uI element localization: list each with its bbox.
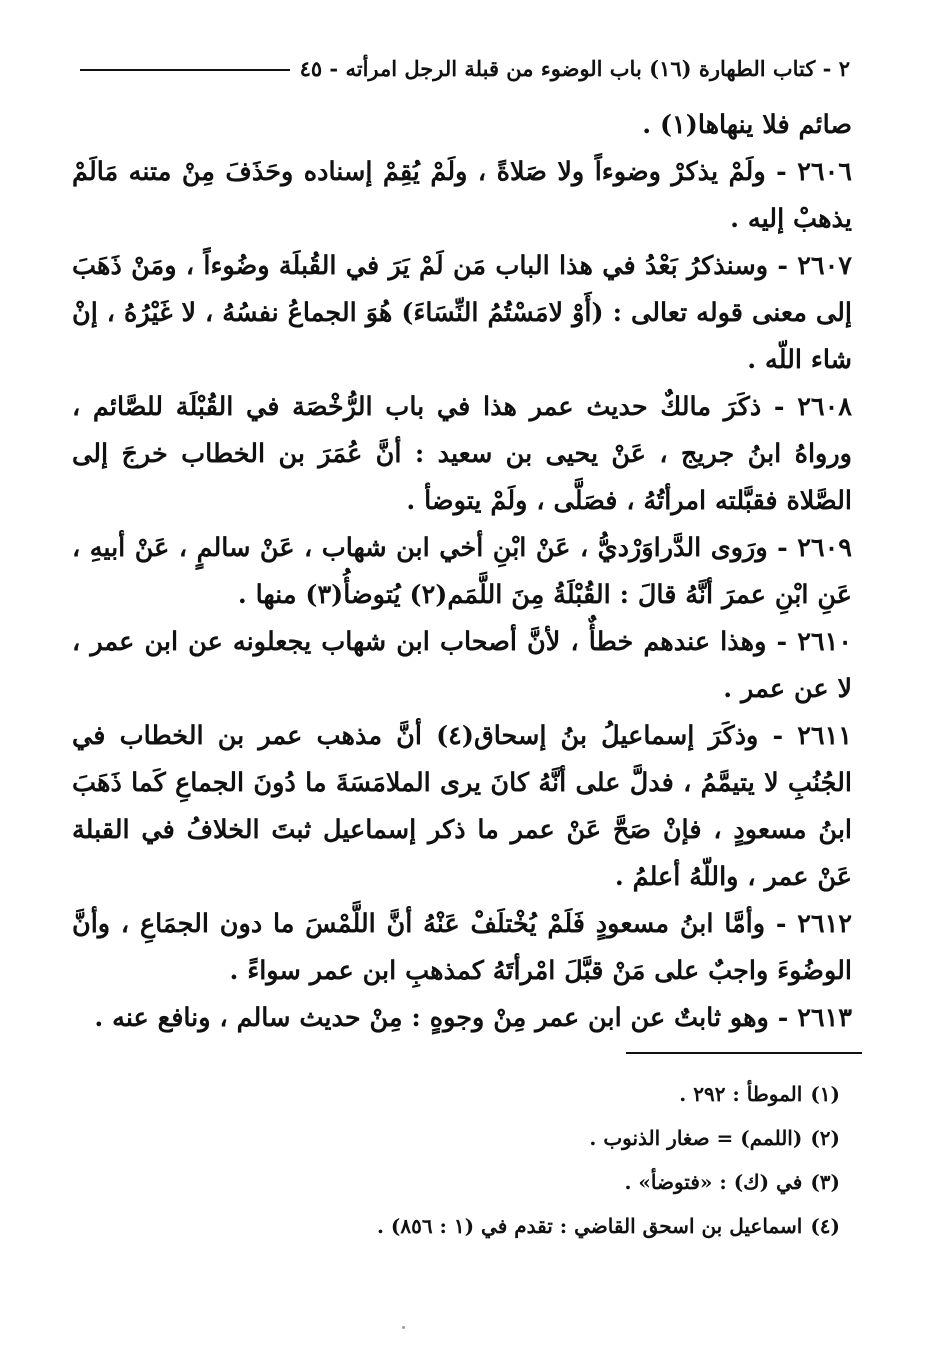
footnote-number: (٤) (810, 1214, 840, 1238)
paragraph: صائم فلا ينهاها(١) . (642, 110, 852, 140)
paragraph: ٢٦٠٨ - ذكَرَ مالكٌ حديث عمر هذا في باب الرُّخْصَة في القُبْلَة للصَّائم ، ورواهُ ابنُ جريج ، عَنْ يحيى بن سعيد : أنَّ عُمَرَ بن الخطاب خرجَ إلى الصَّلاة فقبَّلته امرأتُهُ ، فصَلَّى ، ولَمْ يتوضأ . (72, 392, 852, 516)
paragraph: ٢٦٠٦ - ولَمْ يذكرْ وضوءاً ولا صَلاةً ، ولَمْ يُقِمْ إسناده وحَذَفَ مِنْ متنه مَالَمْ يذهبْ إليه . (72, 157, 852, 234)
footnote-item (200, 1072, 840, 1116)
footnote-item (200, 1160, 840, 1204)
running-header (80, 48, 850, 88)
paragraph: ٢٦٠٩ - ورَوى الدَّراوَرْديُّ ، عَنْ ابْنِ أخي ابن شهاب ، عَنْ سالمٍ ، عَنْ أبيهِ ، عَنِ ابْنِ عمرَ أنَّهُ قالَ : القُبْلَةُ مِنَ اللَّمَم(٢) يُتوضأُ(٣) منها . (72, 533, 852, 610)
footnote-item (200, 1116, 840, 1160)
scan-speck (402, 1326, 405, 1329)
footnotes (200, 1072, 840, 1248)
paragraph: ٢٦١١ - وذكَرَ إسماعيلُ بنُ إسحاق(٤) أنَّ مذهب عمر بن الخطاب في الجُنُبِ لا يتيمَّمُ ، فدلَّ على أنَّهُ كانَ يرى الملامَسَةَ ما دُونَ الجماعِ كَما ذَهَبَ ابنُ مسعودٍ ، فإنْ صَحَّ عَنْ عمر ما ذكر إسماعيل ثبتَ الخلافُ في القبلة عَنْ عمر ، واللّهُ أعلمُ . (72, 721, 852, 892)
paragraph: ٢٦٠٧ - وسنذكرُ بَعْدُ في هذا الباب مَن لَمْ يَرَ في القُبلَة وضُوءاً ، ومَنْ ذَهَبَ إلى معنى قوله تعالى : (أَوْ لامَسْتُمُ النِّسَاءَ) هُوَ الجماعُ نفسُهُ ، لا غَيْرُهُ ، إنْ شاء اللّه . (72, 251, 852, 375)
paragraph: ٢٦١٢ - وأمَّا ابنُ مسعودٍ فَلَمْ يُخْتلَفْ عَنْهُ أنَّ اللَّمْسَ ما دون الجمَاعِ ، وأنَّ الوضُوءَ واجبٌ على مَنْ قبَّلَ امْرأتَهُ كمذهبِ ابن عمر سواءً . (72, 909, 852, 986)
footnote-number: (١) (810, 1082, 840, 1106)
footnote-text: في (ك) : «فتوضأ» . (624, 1170, 803, 1194)
footnote-number: (٣) (810, 1170, 840, 1194)
footnote-text: الموطأ : ٢٩٢ . (679, 1082, 803, 1106)
paragraph: ٢٦١٣ - وهو ثابتٌ عن ابن عمر مِنْ وجوهٍ : مِنْ حديث سالم ، ونافع عنه . (94, 1003, 852, 1033)
footnote-item (200, 1204, 840, 1248)
header-rule (80, 69, 290, 71)
footnote-text: (اللمم) = صغار الذنوب . (589, 1126, 803, 1150)
footnote-text: اسماعيل بن اسحق القاضي : تقدم في (١ : ٨٥٦) . (376, 1214, 803, 1238)
header-title: ٢ - كتاب الطهارة (١٦) باب الوضوء من قبلة الرجل امرأته - ٤٥ (299, 55, 850, 81)
footnote-divider (626, 1052, 862, 1054)
footnote-number: (٢) (810, 1126, 840, 1150)
paragraph: ٢٦١٠ - وهذا عندهم خطأٌ ، لأنَّ أصحاب ابن شهاب يجعلونه عن ابن عمر ، لا عن عمر . (72, 627, 852, 704)
main-text (72, 102, 852, 1042)
